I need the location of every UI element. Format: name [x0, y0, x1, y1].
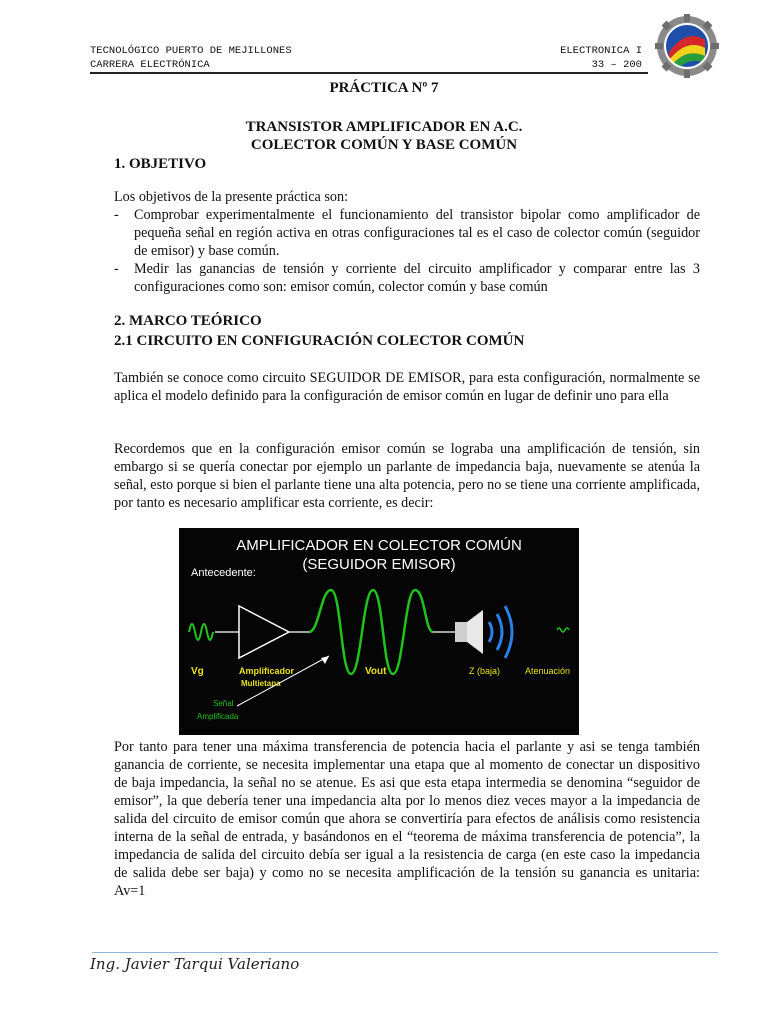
footer-divider — [92, 952, 718, 953]
vg-label: Vg — [191, 666, 204, 677]
objective-text: Comprobar experimentalmente el funcionamiento del transistor bipolar como amplificador de pequeña señal en región activa en otras configuraciones tal es el caso de colector común (seguidor de emisor) y base común. — [134, 207, 700, 259]
objectives-intro: Los objetivos de la presente práctica son: — [114, 189, 349, 205]
amplifier-label: Amplificador — [239, 666, 295, 676]
section-heading-marco-teorico: 2. MARCO TEÓRICO — [114, 313, 262, 329]
attenuated-wave-icon — [557, 628, 569, 632]
author-signature: Ing. Javier Tarqui Valeriano — [90, 955, 300, 973]
bullet-dash: - — [114, 207, 119, 223]
document-title-line2: COLECTOR COMÚN Y BASE COMÚN — [250, 137, 518, 153]
senal-label: Señal — [213, 699, 234, 708]
document-title-line1: TRANSISTOR AMPLIFICADOR EN A.C. — [245, 119, 523, 135]
bullet-dash: - — [114, 261, 119, 277]
course-name: ELECTRONICA I — [560, 45, 642, 57]
speaker-icon — [455, 606, 512, 658]
objective-text: Medir las ganancias de tensión y corriente del circuito amplificador y comparar entre las 3 configuraciones como son: emisor común, colector común y base común — [134, 261, 700, 295]
figure-title-1: AMPLIFICADOR EN COLECTOR COMÚN — [236, 537, 522, 554]
amplificada-label: Amplificada — [197, 712, 239, 721]
vout-label: Vout — [365, 666, 387, 677]
career-name: CARRERA ELECTRÓNICA — [90, 59, 210, 71]
antecedente-label: Antecedente: — [191, 567, 256, 579]
figure-title-2: (SEGUIDOR EMISOR) — [302, 556, 456, 573]
amplifier-diagram — [179, 528, 579, 735]
paragraph: También se conoce como circuito SEGUIDOR DE EMISOR, para esta configuración, normalmente se aplica el modelo definido para la configuración de emisor común en lugar de definir uno para ella — [114, 370, 700, 404]
subsection-heading: 2.1 CIRCUITO EN CONFIGURACIÓN COLECTOR COMÚN — [114, 333, 525, 349]
practice-title: PRÁCTICA Nº 7 — [329, 80, 439, 96]
input-wave-icon — [189, 624, 213, 640]
page-number: 33 – 200 — [591, 59, 642, 71]
paragraph: Por tanto para tener una máxima transferencia de potencia hacia el parlante y asi se tenga también ganancia de corriente, se necesita implementar una etapa que al momento de conectar un dispositivo de baja impedancia, la señal no se atenue. Es asi que esta etapa intermedia se denomina “seguidor de emisor”, la que debería tener una impedancia alta por lo menos diez veces mayor a la impedancia de salida del circuito de emisor común que ahora se convertiría para efectos de análisis como resistencia interna de la señal de entrada, y basándonos en el “teorema de máxima transferencia de potencia”, la impedancia de salida del circuito debía ser igual a la resistencia de carga (en este caso la impedancia de salida debe ser baja) y como no se necesita amplificación de la tensión su ganancia es unitaria: Av=1 — [114, 739, 700, 899]
multistage-label: Multietapa — [241, 679, 281, 688]
header-right — [560, 44, 642, 72]
amplifier-diagram-figure — [179, 528, 579, 735]
objective-item — [114, 260, 700, 296]
institution-name: TECNOLÓGICO PUERTO DE MEJILLONES — [90, 45, 292, 57]
amplifier-triangle-icon — [239, 606, 289, 658]
header-divider — [90, 72, 648, 74]
section-heading-objetivo: 1. OBJETIVO — [114, 156, 207, 172]
paragraph: Recordemos que en la configuración emisor común se lograba una amplificación de tensión, sin embargo si se quería conectar por ejemplo un parlante de impedancia baja, nuevamente se atenúa la señal, esto porque si bien el parlante tiene una alta potencia, pero no se tiene una corriente amplificada, por tanto es necesario amplificar esta corriente, es decir: — [114, 441, 700, 511]
objective-item — [114, 206, 700, 260]
z-baja-label: Z (baja) — [469, 666, 501, 676]
attenuation-label: Atenuación — [525, 666, 571, 676]
amplified-wave-icon — [309, 590, 433, 674]
header-left — [90, 44, 292, 72]
institution-logo-icon — [655, 14, 719, 78]
